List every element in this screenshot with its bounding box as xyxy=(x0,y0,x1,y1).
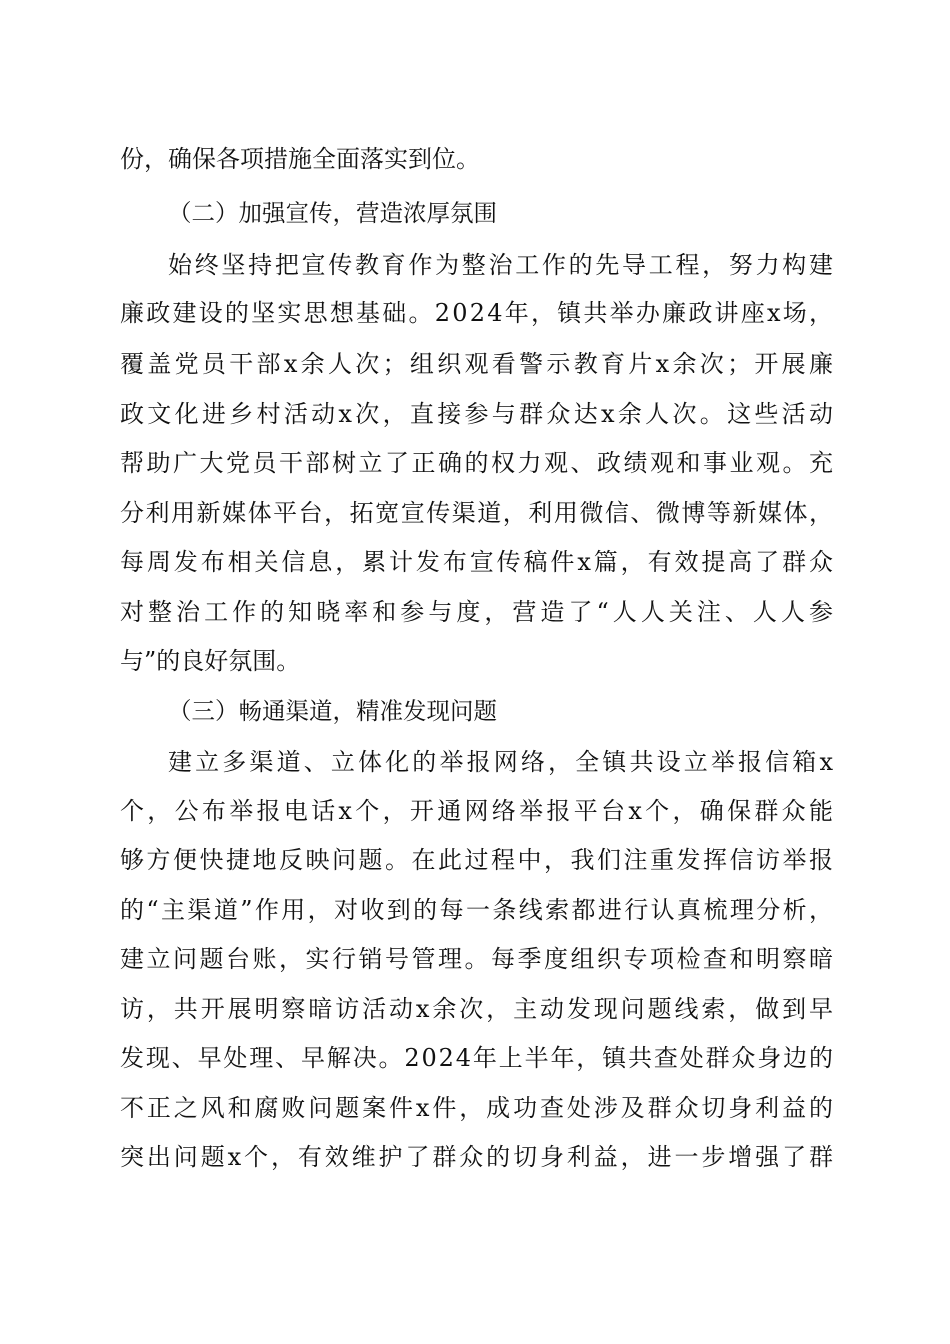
line-text: 个，公布举报电话x个，开通网络举报平台x个，确保群众能 xyxy=(120,797,837,825)
text-line xyxy=(0,989,950,1029)
line-text: 每周发布相关信息，累计发布宣传稿件x篇，有效提高了群众 xyxy=(120,548,836,576)
text-line xyxy=(0,394,950,434)
text-line xyxy=(0,742,950,782)
line-text: 廉政建设的坚实思想基础。2024年，镇共举办廉政讲座x场， xyxy=(120,299,836,327)
line-text: 对整治工作的知晓率和参与度，营造了“人人关注、人人参 xyxy=(120,598,838,626)
section-heading xyxy=(0,193,950,233)
text-line xyxy=(0,791,950,831)
line-text: 始终坚持把宣传教育作为整治工作的先导工程，努力构建 xyxy=(168,251,836,279)
line-text: 建立多渠道、立体化的举报网络，全镇共设立举报信箱x xyxy=(168,748,837,776)
line-text: 的“主渠道”作用，对收到的每一条线索都进行认真梳理分析， xyxy=(120,896,836,924)
heading-text: （三）畅通渠道，精准发现问题 xyxy=(168,697,497,725)
text-line xyxy=(0,245,950,285)
text-line xyxy=(0,493,950,533)
line-text: 分利用新媒体平台，拓宽宣传渠道，利用微信、微博等新媒体， xyxy=(120,499,835,527)
text-line xyxy=(0,344,950,384)
text-line xyxy=(0,1137,950,1177)
line-text: 够方便快捷地反映问题。在此过程中，我们注重发挥信访举报 xyxy=(120,846,836,874)
text-line xyxy=(0,840,950,880)
line-text: 不正之风和腐败问题案件x件，成功查处涉及群众切身利益的 xyxy=(120,1094,836,1122)
text-line xyxy=(0,1038,950,1078)
line-text: 覆盖党员干部x余人次；组织观看警示教育片x余次；开展廉 xyxy=(120,350,837,378)
text-line xyxy=(0,939,950,979)
line-text: 访，共开展明察暗访活动x余次，主动发现问题线索，做到早 xyxy=(120,995,836,1023)
text-line xyxy=(0,293,950,333)
section-heading xyxy=(0,691,950,731)
text-line xyxy=(0,592,950,632)
heading-text: （二）加强宣传，营造浓厚氛围 xyxy=(168,199,497,227)
line-text: 与”的良好氛围。 xyxy=(120,647,301,675)
line-text: 建立问题台账，实行销号管理。每季度组织专项检查和明察暗 xyxy=(120,945,836,973)
text-line xyxy=(0,1088,950,1128)
line-text: 份，确保各项措施全面落实到位。 xyxy=(120,145,480,173)
text-line xyxy=(0,542,950,582)
line-text: 帮助广大党员干部树立了正确的权力观、政绩观和事业观。充 xyxy=(120,449,836,477)
line-text: 政文化进乡村活动x次，直接参与群众达x余人次。这些活动 xyxy=(120,400,837,428)
text-line xyxy=(0,641,950,681)
text-line xyxy=(0,443,950,483)
line-text: 发现、早处理、早解决。2024年上半年，镇共查处群众身边的 xyxy=(120,1044,835,1072)
text-line xyxy=(0,139,950,179)
text-line xyxy=(0,890,950,930)
line-text: 突出问题x个，有效维护了群众的切身利益，进一步增强了群 xyxy=(120,1143,836,1171)
